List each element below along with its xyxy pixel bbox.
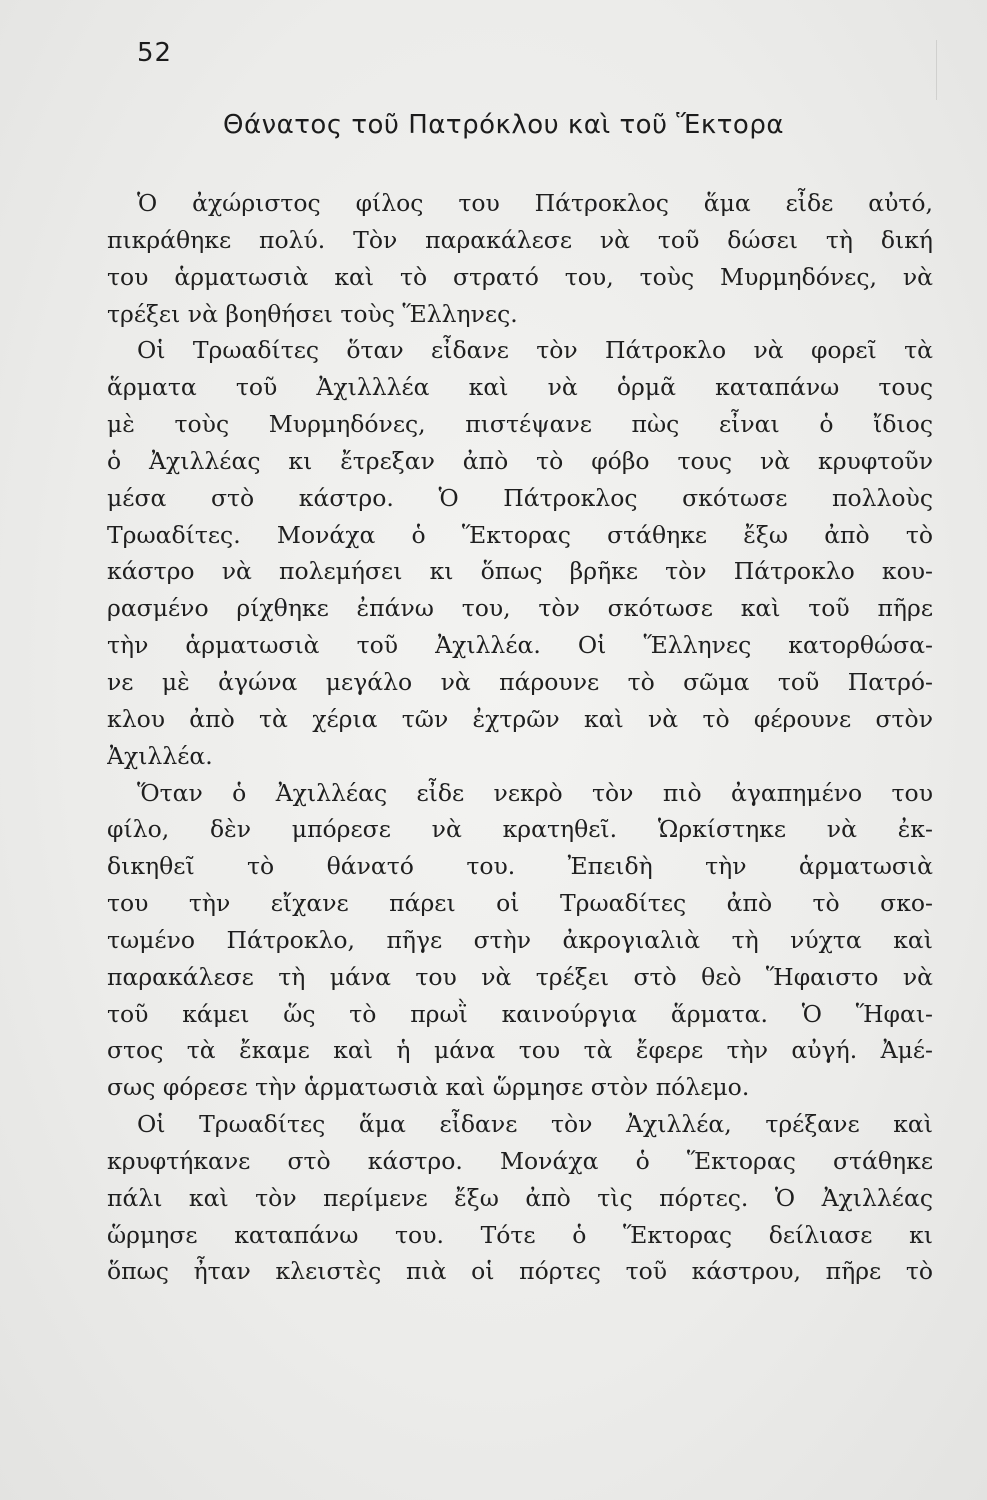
text-line: του ἁρματωσιὰ καὶ τὸ στρατό του, τοὺς Μυρμηδόνες, νὰ (107, 262, 933, 291)
text-line: νε μὲ ἀγώνα μεγάλο νὰ πάρουνε τὸ σῶμα τοῦ Πατρό- (107, 667, 933, 696)
text-line: μὲ τοὺς Μυρμηδόνες, πιστέψανε πὼς εἶναι ὁ ἴδιος (107, 410, 933, 439)
text-line: σως φόρεσε τὴν ἁρματωσιὰ καὶ ὥρμησε στὸν πόλεμο. (107, 1073, 750, 1102)
text-line: Ὅταν ὁ Ἀχιλλέας εἶδε νεκρὸ τὸν πιὸ ἀγαπημένο του (137, 778, 933, 807)
text-line: Ὁ ἀχώριστος φίλος του Πάτροκλος ἅμα εἶδε αὐτό, (137, 189, 933, 217)
chapter-title: Θάνατος τοῦ Πατρόκλου καὶ τοῦ Ἕκτορα (223, 110, 784, 140)
text-line: τοῦ κάμει ὥς τὸ πρωῒ καινούργια ἅρματα. Ὁ Ἥφαι- (107, 999, 933, 1028)
text-line: μέσα στὸ κάστρο. Ὁ Πάτροκλος σκότωσε πολλοὺς (107, 483, 933, 512)
text-line: κάστρο νὰ πολεμήσει κι ὅπως βρῆκε τὸν Πάτροκλο κου- (107, 557, 933, 586)
text-line: δικηθεῖ τὸ θάνατό του. Ἐπειδὴ τὴν ἁρματωσιὰ (107, 852, 933, 881)
text-line: κλου ἀπὸ τὰ χέρια τῶν ἐχτρῶν καὶ νὰ τὸ φέρουνε στὸν (107, 704, 933, 733)
page-number: 52 (137, 38, 173, 68)
text-line: Οἱ Τρωαδίτες ἅμα εἶδανε τὸν Ἀχιλλέα, τρέξανε καὶ (137, 1110, 933, 1139)
text-line: στος τὰ ἔκαμε καὶ ἡ μάνα του τὰ ἔφερε τὴν αὐγή. Ἀμέ- (107, 1036, 933, 1065)
text-line: τὴν ἁρματωσιὰ τοῦ Ἀχιλλέα. Οἱ Ἕλληνες κατορθώσα- (107, 631, 933, 660)
text-line: ρασμένο ρίχθηκε ἐπάνω του, τὸν σκότωσε καὶ τοῦ πῆρε (107, 594, 933, 623)
text-line: φίλο, δὲν μπόρεσε νὰ κρατηθεῖ. Ὡρκίστηκε νὰ ἐκ- (107, 815, 933, 844)
text-line: του τὴν εἴχανε πάρει οἱ Τρωαδίτες ἀπὸ τὸ σκο- (107, 889, 933, 918)
text-line: πάλι καὶ τὸν περίμενε ἔξω ἀπὸ τὶς πόρτες. Ὁ Ἀχιλλέας (107, 1183, 933, 1212)
text-line: πικράθηκε πολύ. Τὸν παρακάλεσε νὰ τοῦ δώσει τὴ δική (107, 225, 933, 254)
text-line: κρυφτήκανε στὸ κάστρο. Μονάχα ὁ Ἕκτορας στάθηκε (107, 1146, 933, 1175)
text-line: Ἀχιλλέα. (107, 741, 213, 770)
text-line: παρακάλεσε τὴ μάνα του νὰ τρέξει στὸ θεὸ Ἥφαιστο νὰ (107, 962, 933, 991)
text-line: ἅρματα τοῦ Ἀχιλλλέα καὶ νὰ ὁρμᾶ καταπάνω τους (107, 373, 933, 402)
text-line: ὥρμησε καταπάνω του. Τότε ὁ Ἕκτορας δείλιασε κι (107, 1220, 933, 1249)
text-line: τρέξει νὰ βοηθήσει τοὺς Ἕλληνες. (107, 299, 518, 328)
text-line: Οἱ Τρωαδίτες ὅταν εἶδανε τὸν Πάτροκλο νὰ φορεῖ τὰ (137, 336, 933, 365)
body-text (107, 185, 933, 1290)
text-line: ὁ Ἀχιλλέας κι ἔτρεξαν ἀπὸ τὸ φόβο τους νὰ κρυφτοῦν (107, 446, 933, 475)
text-line: ὅπως ἦταν κλειστὲς πιὰ οἱ πόρτες τοῦ κάστρου, πῆρε τὸ (107, 1257, 933, 1286)
text-line: τωμένο Πάτροκλο, πῆγε στὴν ἀκρογιαλιὰ τὴ νύχτα καὶ (107, 925, 933, 954)
page-edge-mark (936, 40, 937, 100)
text-line: Τρωαδίτες. Μονάχα ὁ Ἕκτορας στάθηκε ἔξω ἀπὸ τὸ (107, 520, 933, 549)
